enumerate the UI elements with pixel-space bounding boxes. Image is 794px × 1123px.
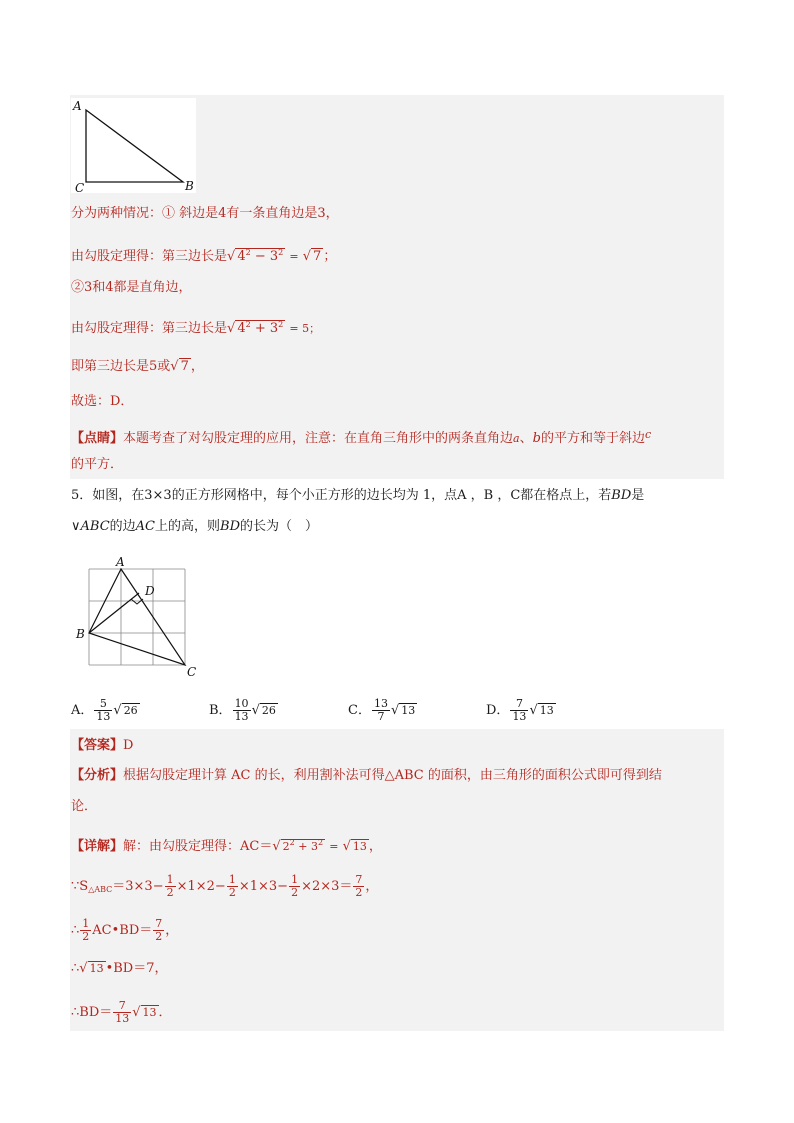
grid-label-d: D xyxy=(145,584,155,598)
answer-line: 【答案】D xyxy=(71,738,134,753)
comment-line-2: 的平方． xyxy=(71,457,124,472)
label-c: C xyxy=(75,181,85,193)
detail-line: 【详解】解：由勾股定理得：AC＝√ $2^2 + 3^2$ = √ 13 ， xyxy=(71,838,382,854)
grid-label-c: C xyxy=(187,665,197,679)
step2-line: ∴√ 13 •BD＝7， xyxy=(71,961,168,976)
grid-label-b: B xyxy=(76,627,85,641)
option-d[interactable]: D． $\frac{7}{13}$ √ 13 xyxy=(486,697,554,723)
calc2-line: 由勾股定理得：第三边长是√ $4^2 + 3^2 = 5$； xyxy=(71,316,320,338)
grid-label-a: A xyxy=(116,555,125,569)
grid-lines xyxy=(89,569,185,665)
question5-line1: 5．如图，在3×3的正方形网格中，每个小正方形的边长均为 1，点A ，B ，C都在格点上，若BD是 xyxy=(71,488,645,503)
calc1-line: 由勾股定理得：第三边长是√ $4^2 - 3^2$ = √ 7 ； xyxy=(71,244,336,266)
conclusion-line: 即第三边长是5或√ 7 ， xyxy=(71,359,204,374)
case2-line: ②3和4都是直角边， xyxy=(71,280,192,295)
option-b[interactable]: B． $\frac{10}{13}$ √ 26 xyxy=(209,697,276,723)
area-line: $\because S_{\triangle ABC}=3\times 3-$ $\frac{1}{2}$ ×1×2− $\frac{1}{2}$ ×1×3− $\frac{1}{2}$ ×2×3＝ $\frac{7}{2}$ ， xyxy=(71,873,379,899)
sqrt-expr: √ $4^2 - 3^2$ xyxy=(227,248,284,264)
label-b: B xyxy=(185,179,194,193)
case-intro: 分为两种情况：① 斜边是4有一条直角边是3， xyxy=(71,206,339,221)
right-triangle-figure xyxy=(71,98,196,193)
choice-line: 故选：D． xyxy=(71,394,134,409)
sqrt-expr-2: √ $4^2 + 3^2$ xyxy=(227,320,284,336)
option-a[interactable]: A． $\frac{5}{13}$ √ 26 xyxy=(71,697,138,723)
option-c[interactable]: C． $\frac{13}{7}$ √ 13 xyxy=(348,697,416,723)
grid-figure xyxy=(72,555,207,680)
question5-line2: ∨ABC的边AC上的高，则BD的长为（ ） xyxy=(71,519,319,534)
comment-line: 【点睛】本题考查了对勾股定理的应用，注意：在直角三角形中的两条直角边a、b的平方和等于斜边$^c$ xyxy=(71,428,652,446)
step1-line: ∴ $\frac{1}{2}$ AC•BD＝ $\frac{7}{2}$ ， xyxy=(71,917,179,943)
step3-line: ∴BD＝ $\frac{7}{13}$ √ 13 ． xyxy=(71,999,172,1025)
analysis-line-2: 论． xyxy=(71,799,98,814)
analysis-line: 【分析】根据勾股定理计算 AC 的长，利用割补法可得△ABC 的面积，由三角形的面积公式即可得到结 xyxy=(71,768,662,783)
sqrt-result: √ 7 xyxy=(302,249,322,264)
label-a: A xyxy=(73,99,82,113)
triangle-abc-grid xyxy=(89,569,185,665)
